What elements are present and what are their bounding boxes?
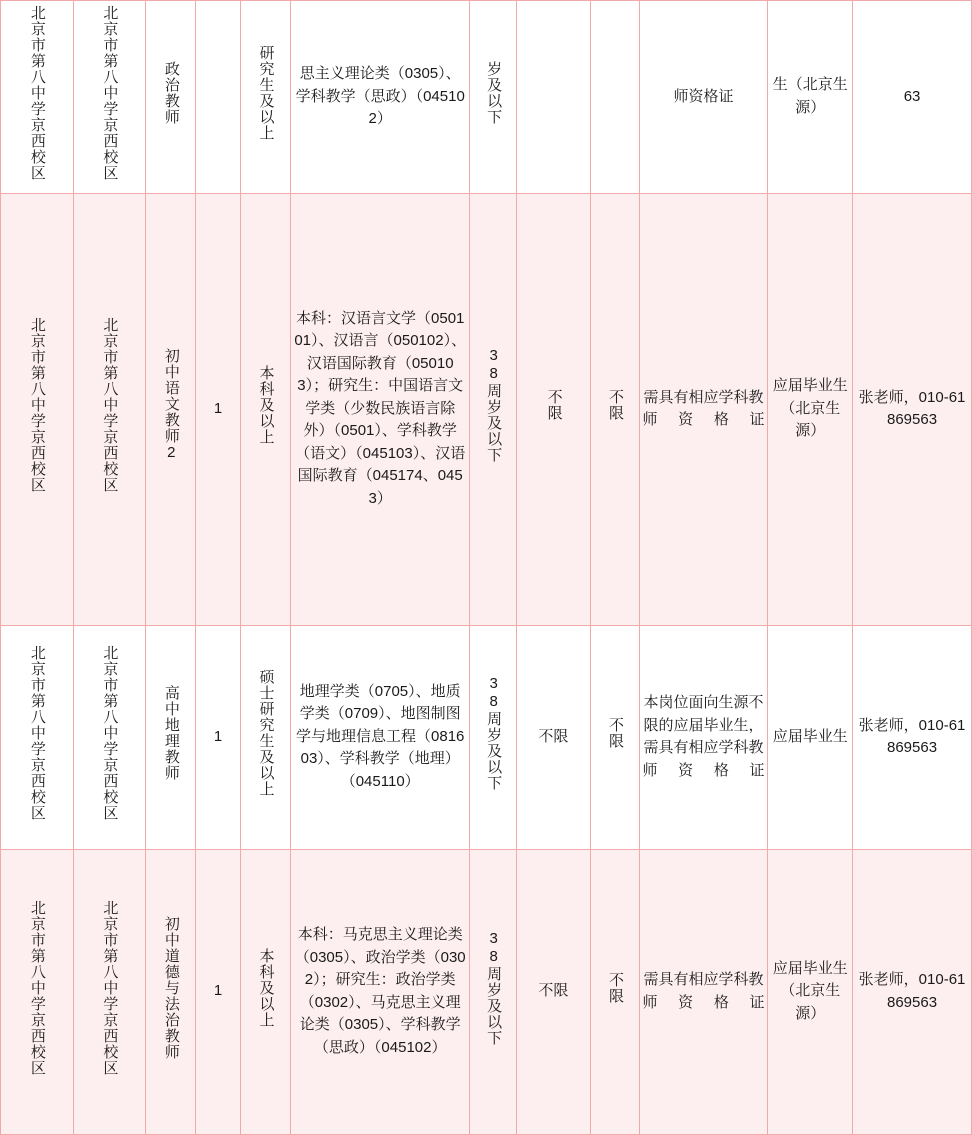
- household-text: 不限: [607, 971, 624, 1004]
- cell-unit: [73, 625, 146, 849]
- cell-unit: [73, 849, 146, 1134]
- household-text: 不限: [607, 389, 624, 422]
- unit-text: 北京市第八中学京西校区: [101, 317, 119, 494]
- cell-other: 需具有相应学科教师资格证: [639, 193, 768, 625]
- school-text: 北京市第八中学京西校区: [28, 899, 46, 1076]
- cell-politics: 不限: [516, 849, 591, 1134]
- age-text: 38周岁及以下: [485, 675, 503, 792]
- post-text: 政治教师: [162, 61, 180, 125]
- cell-major: 思主义理论类（0305）、学科教学（思政）（045102）: [291, 1, 470, 194]
- politics-text: 不限: [545, 389, 563, 422]
- degree-text: 本科及以上: [257, 365, 275, 446]
- cell-contact: 63: [853, 1, 972, 194]
- cell-major: 本科：汉语言文学（050101）、汉语言（050102）、汉语国际教育（050103）；研究生：中国语言文学类（少数民族语言除外）（0501）、学科教学（语文）（045103）、汉语国际教育（045174、0453）: [291, 193, 470, 625]
- post-text: 初中道德与法治教师: [162, 915, 180, 1060]
- cell-politics: 不限: [516, 625, 591, 849]
- cell-age: [470, 193, 516, 625]
- cell-post: [146, 625, 196, 849]
- cell-unit: [73, 193, 146, 625]
- table-row: [1, 1, 972, 194]
- cell-count: 1: [196, 625, 240, 849]
- cell-major: 本科：马克思主义理论类（0305）、政治学类（0302）；研究生：政治学类（0302）、马克思主义理论类（0305）、学科教学（思政）（045102）: [291, 849, 470, 1134]
- cell-post: [146, 1, 196, 194]
- cell-post: [146, 849, 196, 1134]
- cell-range: 应届毕业生（北京生源）: [768, 193, 853, 625]
- cell-degree: [240, 1, 290, 194]
- cell-school: [1, 193, 74, 625]
- cell-household: [591, 625, 639, 849]
- cell-age: [470, 1, 516, 194]
- cell-school: [1, 1, 74, 194]
- cell-household: [591, 193, 639, 625]
- cell-post: [146, 193, 196, 625]
- cell-degree: [240, 625, 290, 849]
- cell-contact: 张老师，010-61869563: [853, 849, 972, 1134]
- cell-unit: [73, 1, 146, 194]
- cell-range: 生（北京生源）: [768, 1, 853, 194]
- degree-text: 研究生及以上: [257, 45, 275, 141]
- cell-degree: [240, 849, 290, 1134]
- cell-politics: [516, 1, 591, 194]
- school-text: 北京市第八中学京西校区: [28, 317, 46, 494]
- table-row: [1, 193, 972, 625]
- unit-text: 北京市第八中学京西校区: [101, 645, 119, 822]
- age-text: 38周岁及以下: [485, 347, 503, 464]
- school-text: 北京市第八中学京西校区: [28, 645, 46, 822]
- household-text: 不限: [607, 717, 624, 750]
- cell-count: 1: [196, 193, 240, 625]
- age-text: 38周岁及以下: [485, 929, 503, 1046]
- unit-text: 北京市第八中学京西校区: [101, 5, 119, 181]
- cell-age: [470, 849, 516, 1134]
- age-text: 岁及以下: [485, 61, 503, 125]
- cell-household: [591, 849, 639, 1134]
- cell-contact: 张老师，010-61869563: [853, 193, 972, 625]
- post-text: 初中语文教师2: [162, 348, 180, 463]
- cell-contact: 张老师，010-61869563: [853, 625, 972, 849]
- unit-text: 北京市第八中学京西校区: [101, 899, 119, 1076]
- degree-text: 硕士研究生及以上: [257, 669, 275, 798]
- degree-text: 本科及以上: [257, 947, 275, 1028]
- table-row: [1, 849, 972, 1134]
- cell-count: [196, 1, 240, 194]
- cell-other: 本岗位面向生源不限的应届毕业生，需具有相应学科教师资格证: [639, 625, 768, 849]
- post-text: 高中地理教师: [162, 685, 180, 782]
- table-row: [1, 625, 972, 849]
- cell-school: [1, 849, 74, 1134]
- cell-school: [1, 625, 74, 849]
- cell-major: 地理学类（0705）、地质学类（0709）、地图制图学与地理信息工程（081603）、学科教学（地理）（045110）: [291, 625, 470, 849]
- cell-household: [591, 1, 639, 194]
- cell-range: 应届毕业生: [768, 625, 853, 849]
- cell-count: 1: [196, 849, 240, 1134]
- cell-age: [470, 625, 516, 849]
- cell-range: 应届毕业生（北京生源）: [768, 849, 853, 1134]
- cell-degree: [240, 193, 290, 625]
- cell-politics: [516, 193, 591, 625]
- cell-other: 需具有相应学科教师资格证: [639, 849, 768, 1134]
- cell-other: 师资格证: [639, 1, 768, 194]
- school-text: 北京市第八中学京西校区: [28, 5, 46, 181]
